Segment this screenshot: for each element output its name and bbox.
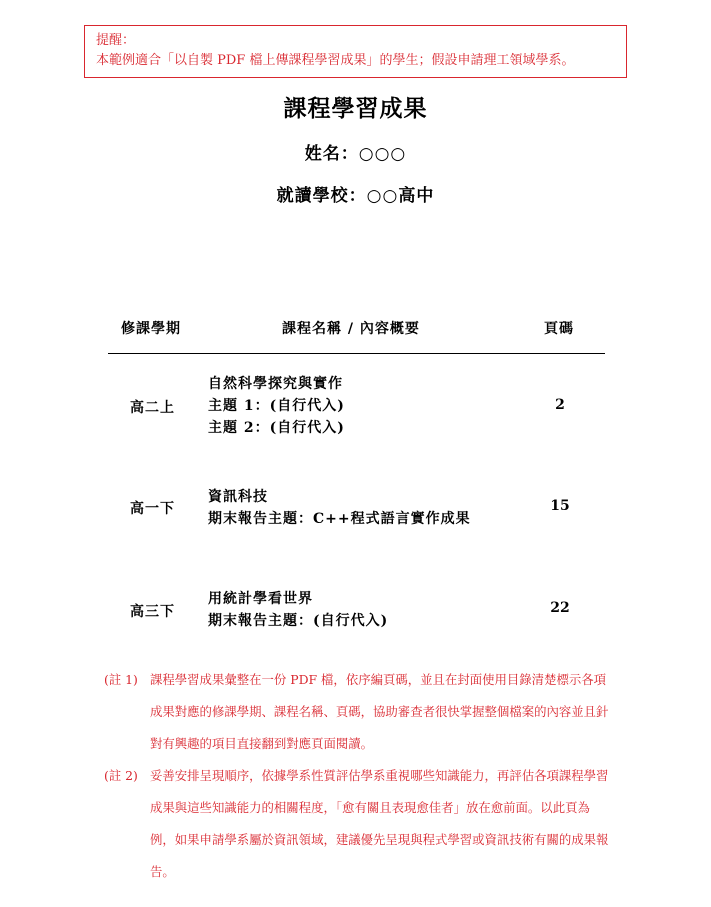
footnote-1-label: (註 1)	[104, 672, 138, 687]
reminder-box	[84, 25, 627, 78]
footnote-2	[104, 760, 614, 888]
school-value: ○○高中	[366, 186, 435, 206]
school-label: 就讀學校：	[276, 186, 367, 206]
row-1-topic-1: 主題 1：(自行代入)	[208, 398, 345, 414]
reminder-text: 本範例適合「以自製 PDF 檔上傳課程學習成果」的學生；假設申請理工領域學系。	[96, 53, 575, 68]
name-value: ○○○	[358, 144, 407, 164]
row-3-page: 22	[550, 600, 570, 616]
row-3-course	[208, 588, 388, 632]
header-course: 課程名稱 / 內容概要	[282, 321, 420, 337]
reminder-title: 提醒：	[96, 33, 136, 48]
row-2-course-name: 資訊科技	[208, 489, 268, 505]
row-2-topic: 期末報告主題：C++程式語言實作成果	[208, 511, 471, 527]
row-1-course	[208, 373, 345, 439]
footnotes	[104, 664, 614, 888]
row-3-topic: 期末報告主題：(自行代入)	[208, 613, 389, 629]
row-2-page: 15	[550, 498, 570, 514]
row-3-course-name: 用統計學看世界	[208, 591, 313, 607]
footnote-1	[104, 664, 614, 760]
school-line	[0, 181, 711, 206]
footnote-2-label: (註 2)	[104, 768, 138, 783]
row-1-course-name: 自然科學探究與實作	[208, 376, 343, 392]
footnote-1-text: 課程學習成果彙整在一份 PDF 檔，依序編頁碼，並且在封面使用目錄清楚標示各項成果對應的修課學期、課程名稱、頁碼，協助審查者很快掌握整個檔案的內容並且針對有興趣的項目直接翻到對應頁面閱讀。	[150, 672, 609, 751]
footnote-2-text: 妥善安排呈現順序，依據學系性質評估學系重視哪些知識能力，再評估各項課程學習成果與這些知識能力的相關程度，「愈有關且表現愈佳者」放在愈前面。以此頁為例，如果申請學系屬於資訊領域，建議優先呈現與程式學習或資訊技術有關的成果報告。	[150, 768, 609, 879]
row-1-topic-2: 主題 2：(自行代入)	[208, 420, 345, 436]
page-title: 課程學習成果	[283, 95, 428, 122]
row-1-term: 高二上	[130, 400, 175, 416]
student-name-line	[0, 139, 711, 164]
row-1-page: 2	[555, 397, 565, 413]
header-page: 頁碼	[544, 321, 574, 337]
row-2-course	[208, 486, 471, 530]
row-3-term: 高三下	[130, 604, 175, 620]
row-2-term: 高一下	[130, 501, 175, 517]
header-term: 修課學期	[121, 321, 181, 337]
header-divider	[108, 353, 605, 354]
name-label: 姓名：	[304, 144, 359, 164]
